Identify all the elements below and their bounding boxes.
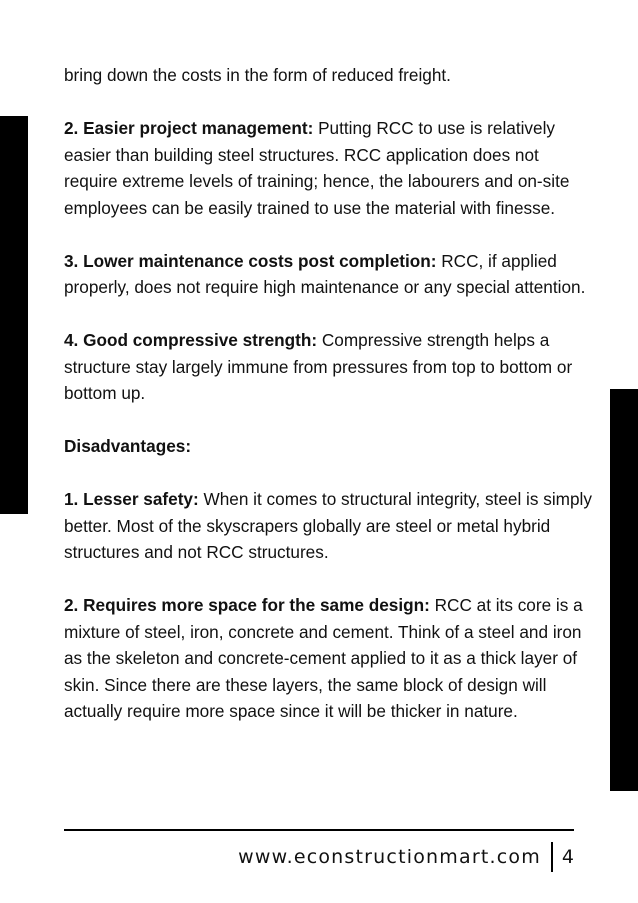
paragraph-heading: Disadvantages: [64, 436, 192, 456]
paragraph-lesser-safety [64, 486, 594, 566]
paragraph-heading: 3. Lower maintenance costs post completion: [64, 250, 437, 271]
page-body [64, 62, 594, 725]
footer-website-url: www.econstructionmart.com [238, 846, 541, 868]
paragraph-text: RCC at its core is a mixture of steel, iron, concrete and cement. Think of a steel and iron as the skeleton and concrete-cement applied to it as a thick layer of skin. Since there are these layers, the same block of design will actually require more space since it will be thicker in nature. [64, 595, 583, 721]
paragraph-heading: 1. Lesser safety: [64, 489, 199, 509]
right-decorative-bar [610, 389, 638, 791]
paragraph-requires-more-space [64, 592, 594, 725]
paragraph-lower-maintenance [64, 248, 594, 301]
left-decorative-bar [0, 116, 28, 514]
section-heading-disadvantages [64, 433, 594, 460]
paragraph-text: When it comes to structural integrity, steel is simply better. Most of the skyscrapers globally are steel or metal hybrid structures and not RCC structures. [64, 489, 592, 562]
paragraph-text: bring down the costs in the form of reduced freight. [64, 65, 451, 85]
paragraph-heading: 4. Good compressive strength: [64, 330, 318, 350]
paragraph-compressive-strength [64, 327, 594, 407]
page-number: 4 [561, 846, 574, 868]
paragraph-heading: 2. Requires more space for the same design: [64, 595, 430, 615]
paragraph-text: Putting RCC to use is relatively easier than building steel structures. RCC application does not require extreme levels of training; hence, the labourers and on-site employees can be easily trained to use the material with finesse. [64, 118, 570, 218]
paragraph-heading: 2. Easier project management: [64, 118, 314, 138]
paragraph-text: RCC, if applied properly, does not require high maintenance or any special attention. [64, 250, 586, 297]
footer-divider [64, 829, 574, 831]
paragraph-intro [64, 62, 594, 89]
footer-separator [551, 842, 553, 872]
page-footer [64, 842, 574, 872]
paragraph-easier-project-management [64, 115, 594, 221]
paragraph-text: Compressive strength helps a structure stay largely immune from pressures from top to bottom or bottom up. [64, 330, 573, 403]
